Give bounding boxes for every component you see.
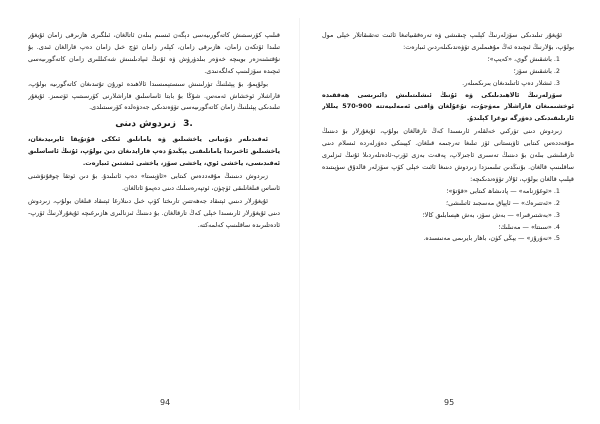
list-item: 1. «ئوغۇزنامە» — پادىشاھ كىتابى «قۇتۇ»؛ (446, 186, 560, 195)
right-paragraph-1: سۆزلەرنىڭ ئالاھىدىلىكى ۋە ئۇنىڭ ئىشلىتىلىش دائىرىسى ھەققىدە ئوخشىمىغان قاراشلار مەۋجۇت، تۇغۇلغان ۋاقتى ئەمەلىيەتتە 900-570 يىللار ئارىلىقىدىكى دەۋرگە توغرا كېلىدۇ. (322, 90, 574, 123)
right-page (322, 30, 574, 390)
list-item: 5. «نەۋرۇز» — يېڭى كۈن، باھار بايرىمى مەنىسىدە. (423, 234, 560, 243)
right-paragraph-2: زىردوش دىنى تۈركىي خەلقلەر ئارىسىدا كەڭ تارقالغان بولۇپ، ئۇيغۇرلار بۇ دىننىڭ مۇقەددەس كىتابى ئاۋېستانى ئۆز تىلىغا تەرجىمە قىلغان. كېيىنكى دەۋرلەردە ئىسلام دىنى تارقىلىشى بىلەن بۇ دىننىڭ تەسىرى ئاجىزلاپ، پەقەت بەزى ئۆرپ-ئادەتلەردىلا ئۇنىڭ ئىزلىرى ساقلىنىپ قالغان. بۇنىڭدىن تىلىمىزدا زىردوش دىنىغا ئائىت خېلى كۆپ سۆزلەر قالدۇق سۈپىتىدە قېلىپ قالغان بولۇپ، ئۇلار تۆۋەندىكىچە: (322, 127, 574, 183)
right-list-a (322, 54, 574, 90)
left-page (28, 30, 280, 390)
section-heading (28, 117, 280, 132)
section-heading-text: زىردوش دىنى (115, 119, 176, 130)
right-intro: ئۇيغۇر تىلىدىكى سۆزلەرنىڭ كېلىپ چىقىشى ۋە تەرەققىياتىغا ئائىت تەتقىقاتلار خېلى مول بولۇپ، بۇلارنىڭ ئىچىدە ئەڭ مۇھىملىرى تۆۋەندىكىلەردىن ئىبارەت: (322, 31, 574, 51)
left-paragraph-4: زىردوش دىنىنىڭ مۇقەددەس كىتابى «ئاۋېستا» دەپ ئاتىلىدۇ. بۇ دىن ئوتقا چوقۇنۇشنى ئاساس قىلغانلىقى ئۈچۈن، ئوتپەرەسلىك دىنى دەپمۇ ئاتالغان. (28, 172, 280, 192)
list-item: 1. باشقىش گوي، «كەيپ»؛ (487, 54, 560, 63)
list-item: 3. ئىشلار دەپ ئاتىلىدىغان بىرىكمىلەر. (462, 78, 560, 87)
page-gutter (299, 18, 300, 410)
right-page-number: 95 (444, 398, 455, 407)
list-item: 2. «ئەتتىرەك» — ئاپپاق مەسجىد ئاتىلىشى؛ (446, 198, 560, 207)
right-list-b (322, 186, 574, 246)
left-paragraph-1: قىلىپ كۆرسىتىش كاتەگورىيەسى دېگەن ئىسىم بىلەن ئاتالغان، ئىلگىرى ھازىرقى زامان ئۇيغۇر تىلىدا ئۆتكەن زامان، ھازىرقى زامان، كېلەر زامان ئۈچ خىل زامان دەپ قارالغان ئىدى. بۇ نۇقتىئىنەزەر بويىچە خەۋەر بىلدۈرۈش ۋە ئۇنىڭ ئىپادىلىنىش شەكىللىرى زامان كاتەگورىيەسى ئىچىدە سۆزلىنىپ كەلگەنىدى. (28, 31, 280, 75)
left-paragraph-3: ئەقىدىلەر دۇنيانى ياخشىلىق ۋە يامانلىق ئىككى قۇتۇپقا ئايرىيدىغان، ياخشىلىق ئاخىرىدا يامانلىقنى يېڭىدۇ دەپ قارايدىغان دىن بولۇپ، ئۇنىڭ ئاساسلىق ئەقىدىسى، ياخشى ئوي، ياخشى سۆز، ياخشى ئىشتىن ئىبارەت. (28, 135, 280, 168)
left-paragraph-5: ئۇيغۇرلار دىنىي ئېتىقاد جەھەتتىن تارىختا كۆپ خىل دىنلارغا ئېتىقاد قىلغان بولۇپ، زىردوش دىنى ئۇيغۇرلار ئارىسىدا خېلى كەڭ تارقالغان. بۇ دىننىڭ ئىزنالىرى ھازىرغىچە ئۇيغۇرلارنىڭ ئۆرپ-ئادەتلىرىدە ساقلىنىپ كەلمەكتە. (28, 196, 280, 229)
list-item: 2. باشقىش سۆز؛ (513, 66, 560, 75)
left-paragraph-2: بولۇپمۇ، بۇ پېئىلنىڭ تۈرلىنىش سىستېمىسىدا ئالاھىدە ئورۇن تۇتىدىغان كاتەگورىيە بولۇپ، قاراشلار ئوخشاش ئەمەس. شۇڭا بۇ بابتا ئاساسلىق قاراشلارنى كۆرسىتىپ ئۆتىمىز. ئۇيغۇر تىلىدىكى پېئىلنىڭ زامان كاتەگورىيەسى تۆۋەندىكى جەدۋەلدە كۆرسىتىلدى. (28, 79, 280, 112)
list-item: 4. «سىنتا» — مەنىلىك؛ (498, 222, 560, 231)
left-page-number: 94 (160, 398, 171, 407)
section-heading-number: 3. (183, 119, 193, 130)
list-item: 3. «بەشتىرقىرا» — بەش سۆز، بەش ھېسابلىق كالا؛ (422, 210, 560, 219)
